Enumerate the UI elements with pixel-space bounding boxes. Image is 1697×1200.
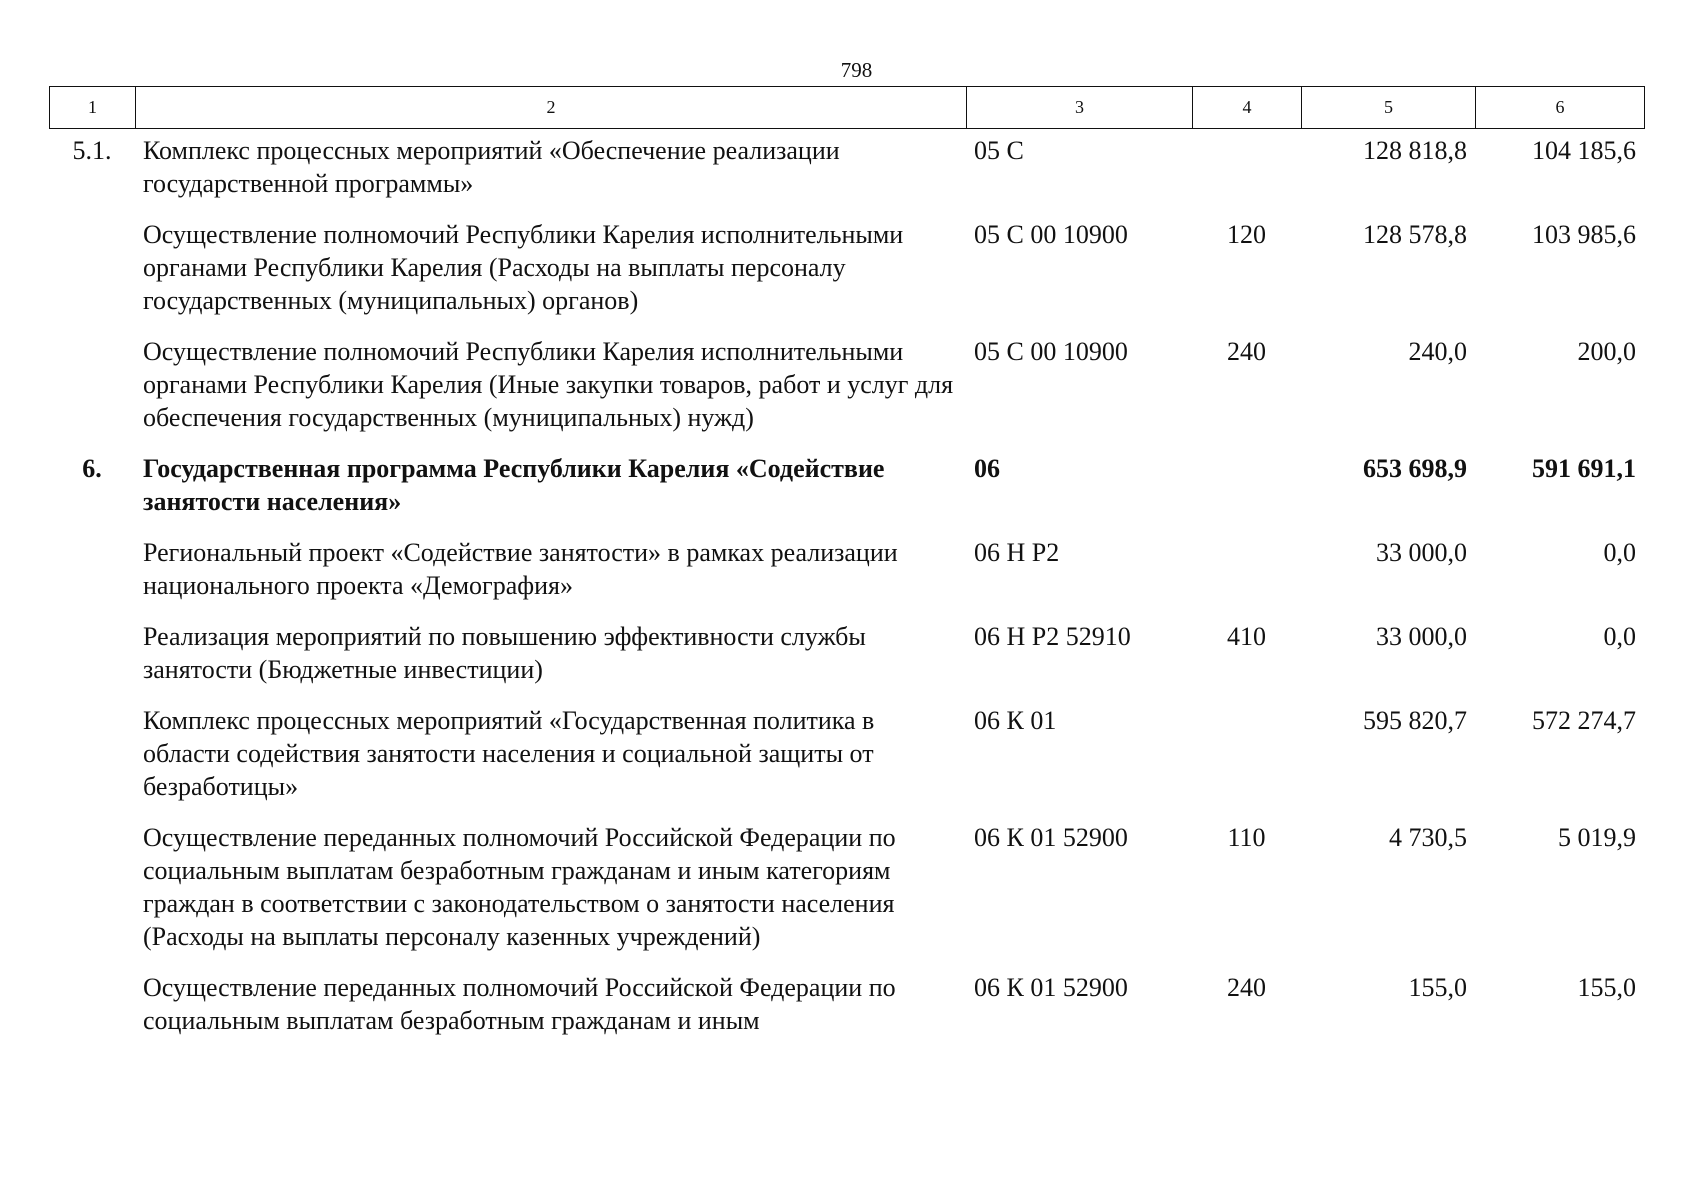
row-number xyxy=(49,620,135,704)
row-value-5: 4 730,5 xyxy=(1389,823,1467,852)
row-value-6: 103 985,6 xyxy=(1532,220,1636,249)
table-row xyxy=(49,536,1644,620)
row-type: 410 xyxy=(1227,622,1266,651)
row-value-6: 5 019,9 xyxy=(1558,823,1636,852)
table-header xyxy=(49,86,1645,129)
row-type: 240 xyxy=(1227,973,1266,1002)
column-header-1: 1 xyxy=(50,87,136,129)
row-value-6: 155,0 xyxy=(1577,973,1636,1002)
budget-table xyxy=(49,134,1644,1055)
row-code: 05 С 00 10900 xyxy=(974,337,1128,366)
row-number: 6. xyxy=(82,454,102,483)
row-value-6: 572 274,7 xyxy=(1532,706,1636,735)
row-value-5: 33 000,0 xyxy=(1376,538,1467,567)
row-number xyxy=(49,536,135,620)
table-row xyxy=(49,218,1644,335)
row-code: 06 Н Р2 xyxy=(974,538,1060,567)
row-code: 06 Н Р2 52910 xyxy=(974,622,1131,651)
row-value-5: 33 000,0 xyxy=(1376,622,1467,651)
row-value-6: 104 185,6 xyxy=(1532,136,1636,165)
row-number xyxy=(49,821,135,971)
row-code: 05 С 00 10900 xyxy=(974,220,1128,249)
row-code: 06 К 01 xyxy=(974,706,1057,735)
row-code: 05 С xyxy=(974,136,1024,165)
row-number xyxy=(49,218,135,335)
table-row xyxy=(49,704,1644,821)
column-header-4: 4 xyxy=(1193,87,1302,129)
row-name: Комплекс процессных мероприятий «Государственная политика в области содействия занятости населения и социальной защиты от безработицы» xyxy=(143,706,875,801)
row-value-5: 595 820,7 xyxy=(1363,706,1467,735)
table-row xyxy=(49,452,1644,536)
row-value-6: 0,0 xyxy=(1603,538,1636,567)
row-type: 120 xyxy=(1227,220,1266,249)
row-type: 240 xyxy=(1227,337,1266,366)
row-number xyxy=(49,971,135,1055)
row-name: Осуществление переданных полномочий Российской Федерации по социальным выплатам безработным гражданам и иным xyxy=(143,973,896,1035)
row-name: Комплекс процессных мероприятий «Обеспечение реализации государственной программы» xyxy=(143,136,840,198)
row-value-5: 128 818,8 xyxy=(1363,136,1467,165)
table-row xyxy=(49,134,1644,218)
page-number: 798 xyxy=(840,58,873,82)
column-header-2: 2 xyxy=(136,87,967,129)
row-code: 06 xyxy=(974,454,1000,483)
row-value-5: 653 698,9 xyxy=(1363,454,1467,483)
table-row xyxy=(49,335,1644,452)
row-name: Региональный проект «Содействие занятости» в рамках реализации национального проекта «Демография» xyxy=(143,538,898,600)
column-header-5: 5 xyxy=(1302,87,1476,129)
table-row xyxy=(49,971,1644,1055)
table-row xyxy=(49,821,1644,971)
row-type: 110 xyxy=(1227,823,1266,852)
row-number xyxy=(49,704,135,821)
column-header-3: 3 xyxy=(967,87,1193,129)
row-value-6: 0,0 xyxy=(1603,622,1636,651)
row-name: Реализация мероприятий по повышению эффективности службы занятости (Бюджетные инвестиции) xyxy=(143,622,866,684)
row-name: Осуществление полномочий Республики Карелия исполнительными органами Республики Карелия (Иные закупки товаров, работ и услуг для обеспечения государственных (муниципальных) нужд) xyxy=(143,337,954,432)
row-value-5: 128 578,8 xyxy=(1363,220,1467,249)
row-name: Осуществление полномочий Республики Карелия исполнительными органами Республики Карелия (Расходы на выплаты персоналу государственных (муниципальных) органов) xyxy=(143,220,904,315)
table-body xyxy=(49,134,1644,1055)
row-type xyxy=(1192,452,1301,536)
header-row xyxy=(50,87,1645,129)
row-name: Осуществление переданных полномочий Российской Федерации по социальным выплатам безработным гражданам и иным категориям граждан в соответствии с законодательством о занятости населения (Расходы на выплаты персоналу казенных учреждений) xyxy=(143,823,896,951)
row-code: 06 К 01 52900 xyxy=(974,823,1128,852)
row-number: 5.1. xyxy=(72,136,112,165)
row-value-5: 240,0 xyxy=(1408,337,1467,366)
row-type xyxy=(1192,704,1301,821)
table-row xyxy=(49,620,1644,704)
row-type xyxy=(1192,536,1301,620)
row-code: 06 К 01 52900 xyxy=(974,973,1128,1002)
column-header-6: 6 xyxy=(1476,87,1645,129)
row-number xyxy=(49,335,135,452)
row-name: Государственная программа Республики Карелия «Содействие занятости населения» xyxy=(143,454,885,516)
row-type xyxy=(1192,134,1301,218)
row-value-6: 200,0 xyxy=(1577,337,1636,366)
row-value-5: 155,0 xyxy=(1408,973,1467,1002)
row-value-6: 591 691,1 xyxy=(1532,454,1636,483)
